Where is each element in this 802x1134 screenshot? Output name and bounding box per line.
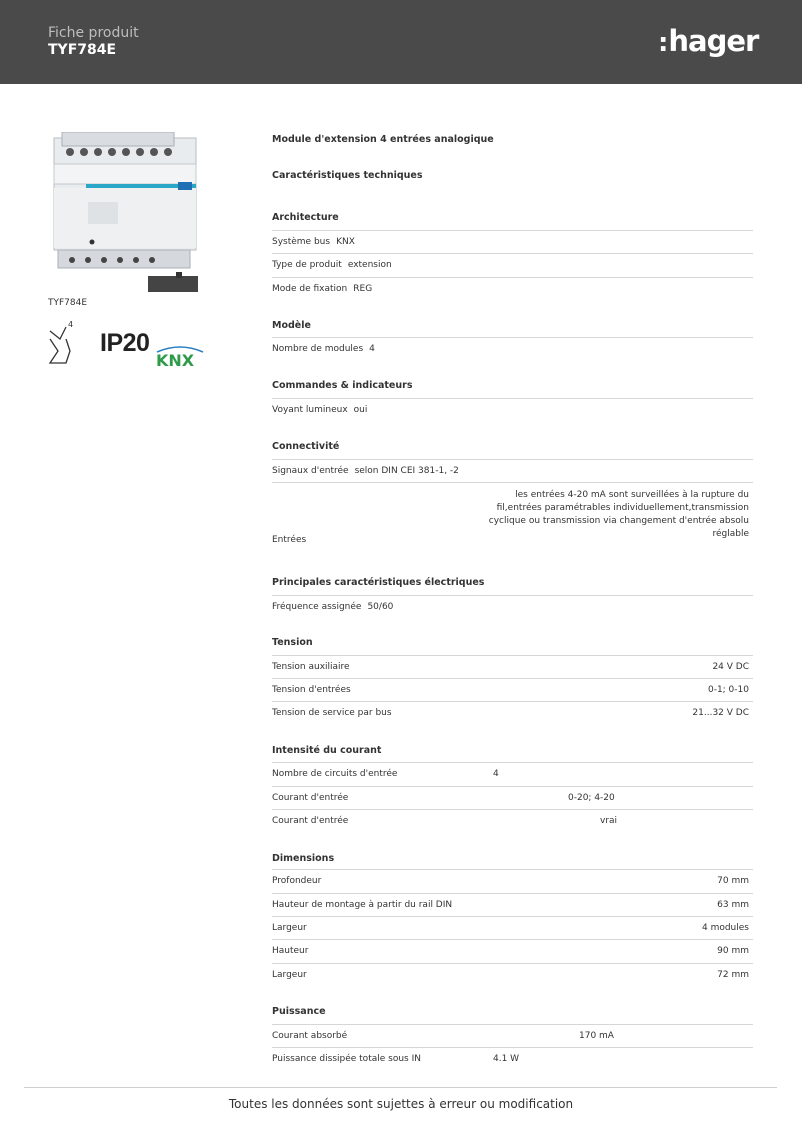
spec-row: Nombre de modules 4 bbox=[272, 337, 753, 361]
svg-text:KNX: KNX bbox=[156, 351, 195, 368]
section-title-tension: Tension bbox=[272, 637, 313, 648]
spec-row: Largeur 72 mm bbox=[272, 963, 753, 987]
din-rail-symbol-icon bbox=[48, 317, 78, 369]
spec-row: Mode de fixation REG bbox=[272, 277, 753, 301]
spec-row: Type de produit extension bbox=[272, 253, 753, 277]
section-title-courant: Intensité du courant bbox=[272, 745, 382, 756]
section-subtitle: Caractéristiques techniques bbox=[272, 170, 423, 181]
header-label: Fiche produit bbox=[48, 25, 139, 41]
product-title: Module d'extension 4 entrées analogique bbox=[272, 134, 494, 145]
section-title-architecture: Architecture bbox=[272, 212, 339, 223]
spec-row: Courant absorbé 170 mA bbox=[272, 1024, 753, 1048]
section-title-dimensions: Dimensions bbox=[272, 853, 335, 864]
spec-row: Largeur 4 modules bbox=[272, 916, 753, 940]
spec-row: Tension auxiliaire 24 V DC bbox=[272, 655, 753, 679]
section-title-puissance: Puissance bbox=[272, 1006, 326, 1017]
page-header bbox=[0, 0, 802, 84]
spec-row: Courant d'entrée 0-20; 4-20 bbox=[272, 786, 753, 810]
spec-row: Puissance dissipée totale sous IN 4.1 W bbox=[272, 1047, 753, 1071]
footer-divider bbox=[24, 1087, 777, 1088]
section-title-electriques: Principales caractéristiques électriques bbox=[272, 577, 485, 588]
section-title-commandes: Commandes & indicateurs bbox=[272, 380, 413, 391]
spec-row: Voyant lumineux oui bbox=[272, 398, 753, 422]
symbol-number: 4 bbox=[68, 320, 74, 329]
spec-row: Profondeur 70 mm bbox=[272, 869, 753, 893]
spec-row: Hauteur 90 mm bbox=[272, 939, 753, 963]
spec-row: Fréquence assignée 50/60 bbox=[272, 595, 753, 619]
hager-logo: :hager bbox=[658, 24, 759, 58]
spec-row: Signaux d'entrée selon DIN CEI 381-1, -2 bbox=[272, 459, 753, 483]
footer-disclaimer: Toutes les données sont sujettes à erreur ou modification bbox=[228, 1097, 574, 1111]
ip20-badge: IP20 bbox=[100, 329, 150, 357]
spec-row: Nombre de circuits d'entrée 4 bbox=[272, 762, 753, 786]
product-image bbox=[48, 132, 200, 295]
knx-logo bbox=[155, 344, 205, 368]
spec-row: Hauteur de montage à partir du rail DIN 63 mm bbox=[272, 893, 753, 917]
spec-row: Système bus KNX bbox=[272, 230, 753, 254]
section-title-connectivite: Connectivité bbox=[272, 441, 340, 452]
spec-row: Courant d'entrée vrai bbox=[272, 809, 753, 833]
spec-row: Tension de service par bus 21...32 V DC bbox=[272, 701, 753, 725]
spec-row-multiline: Entrées les entrées 4-20 mA sont surveillées à la rupture du fil,entrées paramétrables individuellement,transmission cyclique ou transmission via changement d'entrée absolu réglable bbox=[272, 482, 753, 555]
spec-row: Tension d'entrées 0-1; 0-10 bbox=[272, 678, 753, 702]
section-title-modele: Modèle bbox=[272, 320, 311, 331]
product-reference: TYF784E bbox=[48, 298, 88, 308]
header-reference: TYF784E bbox=[48, 42, 117, 58]
